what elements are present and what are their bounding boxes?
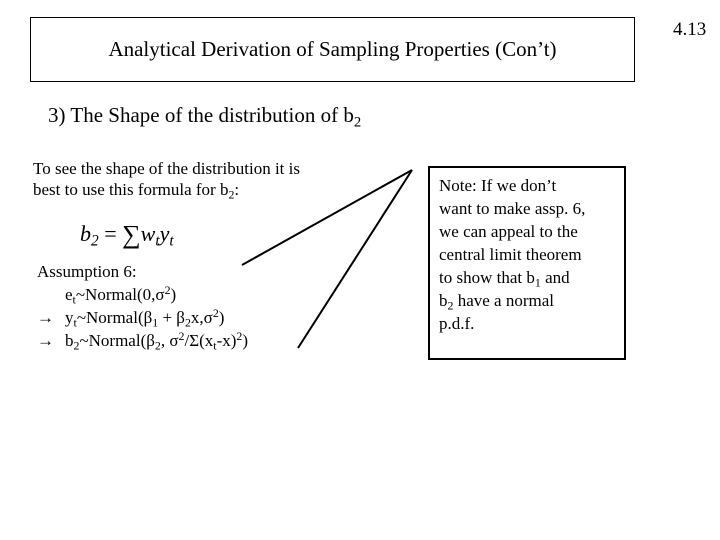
note-line-7: p.d.f. bbox=[439, 314, 475, 333]
connector-line-top bbox=[242, 170, 412, 265]
note-line-1: Note: If we don’t bbox=[439, 176, 557, 195]
section-subtitle: 3) The Shape of the distribution of $b_2$ bbox=[48, 103, 362, 131]
assumption-y-line: → $y_t\sim Normal(\beta_1 + \beta_2x,\sigma^2)$ bbox=[37, 306, 225, 330]
summation-symbol: ∑ bbox=[122, 220, 141, 249]
intro-line-1: To see the shape of the distribution it is bbox=[33, 159, 300, 178]
connector-line-bottom bbox=[298, 170, 412, 348]
slide-title: Analytical Derivation of Sampling Properties (Con’t) bbox=[108, 37, 557, 61]
slide-number: 4.13 bbox=[673, 19, 707, 40]
implies-arrow-icon: → bbox=[37, 331, 54, 350]
intro-line-2: best to use this formula for $b_2$: bbox=[33, 180, 240, 202]
note-line-6: $b_2$ have a normal bbox=[439, 291, 554, 313]
b2-formula: $b_2 = \sum w_ty_t$ bbox=[80, 220, 174, 250]
implies-arrow-icon: → bbox=[37, 308, 54, 327]
note-box bbox=[428, 166, 626, 360]
assumption-b2-line: → $b_2\sim Normal(\beta_2$, $\sigma^2/\Sigma(x_t-x)^2$) bbox=[37, 329, 249, 353]
note-line-3: we can appeal to the bbox=[439, 222, 578, 241]
note-line-4: central limit theorem bbox=[439, 245, 582, 264]
assumption-error-line: $e_t\sim Normal(0,\sigma^2)$ bbox=[65, 283, 177, 307]
note-line-5: to show that $b_1$ and bbox=[439, 268, 570, 290]
note-line-2: want to make assp. 6, bbox=[439, 199, 586, 218]
assumption-heading: Assumption 6: bbox=[37, 262, 137, 281]
